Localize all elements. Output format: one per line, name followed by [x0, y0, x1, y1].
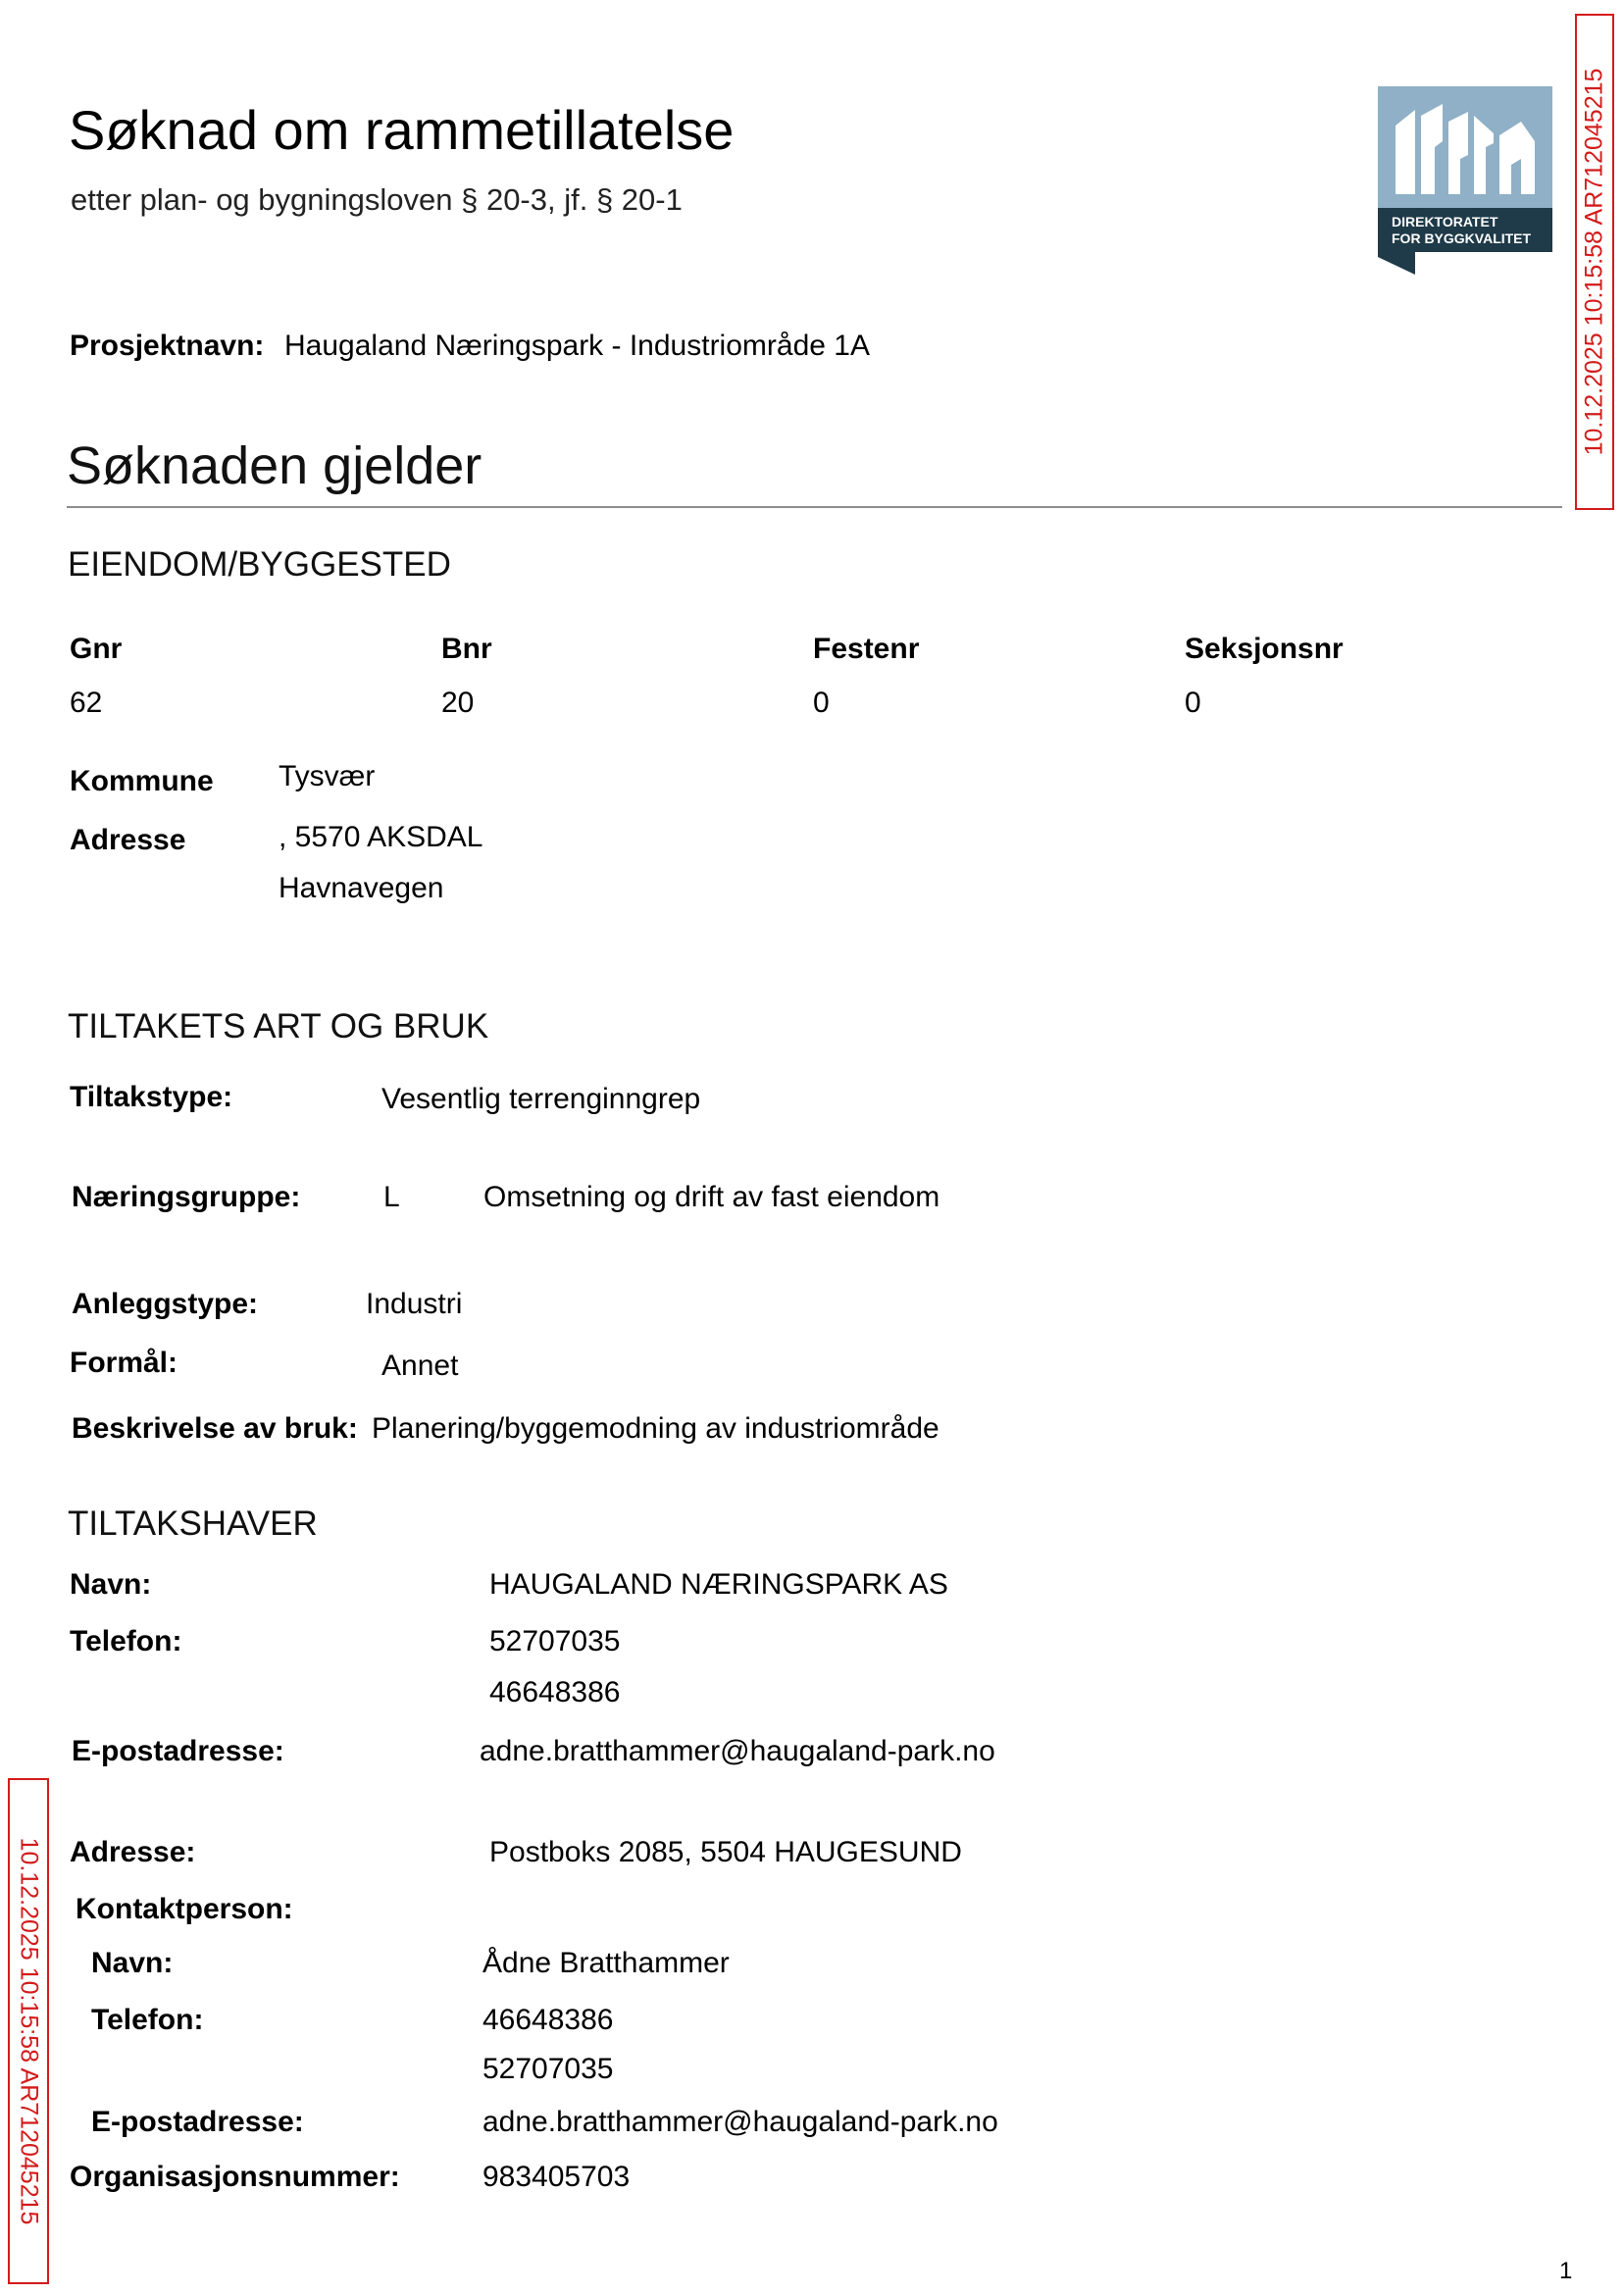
tiltak-heading: TILTAKETS ART OG BRUK — [68, 1007, 489, 1045]
anleggstype-label: Anleggstype: — [72, 1288, 259, 1320]
naeringsgruppe-value: Omsetning og drift av fast eiendom — [483, 1181, 940, 1213]
tiltakshaver-telefon-label: Telefon: — [70, 1625, 182, 1657]
kommune-label: Kommune — [70, 765, 214, 797]
tiltakshaver-navn-value: HAUGALAND NÆRINGSPARK AS — [489, 1568, 948, 1601]
section-divider — [67, 506, 1562, 508]
naeringsgruppe-code: L — [383, 1181, 400, 1213]
tiltakshaver-telefon2: 46648386 — [489, 1676, 621, 1708]
orgnr-label: Organisasjonsnummer: — [70, 2161, 400, 2193]
anleggstype-value: Industri — [366, 1288, 463, 1320]
festenr-label: Festenr — [813, 633, 920, 665]
formal-value: Annet — [381, 1350, 459, 1382]
stamp-text: 10.12.2025 10:15:58 AR712045215 — [1580, 68, 1608, 456]
tiltakstype-value: Vesentlig terrenginngrep — [381, 1083, 701, 1115]
tiltakshaver-epost-label: E-postadresse: — [72, 1735, 284, 1767]
kontakt-navn-label: Navn: — [91, 1947, 174, 1979]
seksjonsnr-value: 0 — [1185, 687, 1201, 719]
adresse-label: Adresse — [70, 824, 186, 856]
stamp-text: 10.12.2025 10:15:58 AR712045215 — [15, 1837, 43, 2225]
tiltakshaver-navn-label: Navn: — [70, 1568, 152, 1601]
property-heading: EIENDOM/BYGGESTED — [68, 545, 451, 584]
gnr-value: 62 — [70, 687, 103, 719]
date-stamp-left — [8, 1778, 49, 2284]
document-subtitle: etter plan- og bygningsloven § 20-3, jf. § 20-1 — [71, 182, 683, 217]
dibk-logo — [1378, 86, 1552, 275]
tiltakshaver-adresse-value: Postboks 2085, 5504 HAUGESUND — [489, 1836, 962, 1868]
page-number: 1 — [1559, 2258, 1573, 2284]
kontakt-telefon1: 46648386 — [482, 2004, 614, 2036]
kontakt-epost-value: adne.bratthammer@haugaland-park.no — [482, 2106, 998, 2138]
logo-text-line1: DIREKTORATET — [1392, 214, 1498, 229]
beskrivelse-value: Planering/byggemodning av industriområde — [372, 1412, 939, 1445]
adresse-line2: Havnavegen — [279, 872, 444, 904]
festenr-value: 0 — [813, 687, 830, 719]
gnr-label: Gnr — [70, 633, 123, 665]
formal-label: Formål: — [70, 1347, 178, 1379]
tiltakshaver-adresse-label: Adresse: — [70, 1836, 196, 1868]
tiltakshaver-heading: TILTAKSHAVER — [68, 1504, 318, 1543]
naeringsgruppe-label: Næringsgruppe: — [72, 1181, 301, 1213]
tiltakshaver-epost-value: adne.bratthammer@haugaland-park.no — [480, 1735, 995, 1767]
kontakt-navn-value: Ådne Bratthammer — [482, 1947, 730, 1979]
document-title: Søknad om rammetillatelse — [69, 99, 735, 161]
tiltakstype-label: Tiltakstype: — [70, 1081, 233, 1113]
date-stamp-right — [1575, 14, 1614, 510]
section-title: Søknaden gjelder — [67, 436, 482, 495]
bnr-label: Bnr — [441, 633, 492, 665]
logo-text-line2: FOR BYGGKVALITET — [1392, 230, 1532, 246]
kontaktperson-label: Kontaktperson: — [76, 1893, 293, 1925]
kontakt-telefon-label: Telefon: — [91, 2004, 204, 2036]
seksjonsnr-label: Seksjonsnr — [1185, 633, 1344, 665]
adresse-line1: , 5570 AKSDAL — [279, 821, 483, 853]
kontakt-telefon2: 52707035 — [482, 2053, 614, 2085]
bnr-value: 20 — [441, 687, 475, 719]
logo-graphic — [1378, 86, 1552, 275]
tiltakshaver-telefon1: 52707035 — [489, 1625, 621, 1657]
project-value: Haugaland Næringspark - Industriområde 1A — [284, 330, 870, 362]
project-label: Prosjektnavn: — [70, 330, 265, 362]
kontakt-epost-label: E-postadresse: — [91, 2106, 304, 2138]
orgnr-value: 983405703 — [482, 2161, 631, 2193]
beskrivelse-label: Beskrivelse av bruk: — [72, 1412, 358, 1445]
kommune-value: Tysvær — [279, 760, 376, 792]
